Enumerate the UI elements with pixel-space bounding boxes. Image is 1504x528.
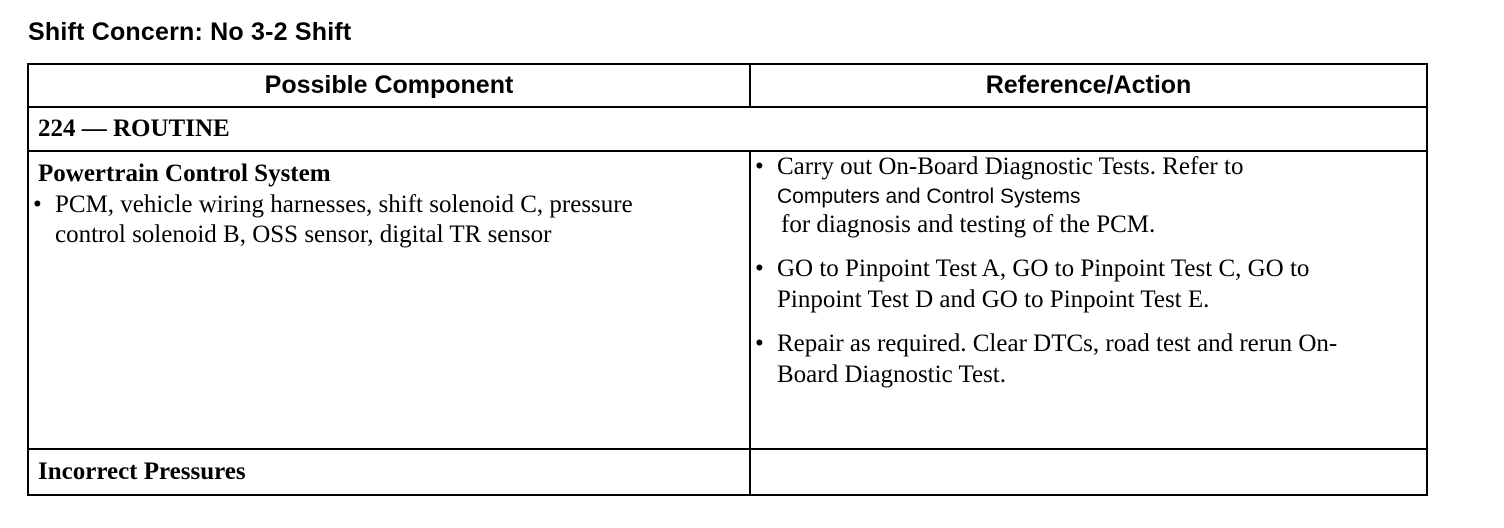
action-cell	[750, 449, 1427, 495]
list-item	[751, 329, 1391, 390]
bullet-icon: •	[33, 190, 42, 218]
component-item-text: PCM, vehicle wiring harnesses, shift solenoid C, pressure control solenoid B, OSS sensor, digital TR sensor	[55, 190, 633, 248]
bullet-icon: •	[755, 330, 764, 357]
component-cell	[28, 151, 750, 449]
bullet-icon: •	[755, 255, 764, 282]
table-row	[28, 449, 1427, 495]
list-item	[29, 190, 669, 251]
section-heading: 224 — ROUTINE	[28, 107, 1427, 151]
diagnostic-table	[27, 63, 1428, 496]
column-header-component: Possible Component	[28, 64, 750, 107]
reference-link[interactable]: Computers and Control Systems	[777, 184, 1081, 208]
component-list	[29, 190, 669, 251]
action-continuation: for diagnosis and testing of the PCM.	[781, 210, 1156, 238]
action-list	[751, 152, 1391, 390]
component-heading: Incorrect Pressures	[28, 449, 750, 495]
section-row	[28, 107, 1427, 151]
action-text: Repair as required. Clear DTCs, road test and rerun On-Board Diagnostic Test.	[777, 330, 1338, 388]
component-heading: Powertrain Control System	[38, 160, 331, 187]
page-title: Shift Concern: No 3-2 Shift	[28, 18, 352, 46]
table-header-row	[28, 64, 1427, 107]
list-item	[751, 152, 1391, 240]
action-cell	[750, 151, 1427, 449]
column-header-reference-action: Reference/Action	[750, 64, 1427, 107]
list-item	[751, 254, 1391, 315]
table-row	[28, 151, 1427, 449]
bullet-icon: •	[755, 153, 764, 180]
action-text: GO to Pinpoint Test A, GO to Pinpoint Test C, GO to Pinpoint Test D and GO to Pinpoint Test E.	[777, 255, 1310, 313]
action-text: Carry out On-Board Diagnostic Tests. Refer to	[777, 153, 1244, 180]
